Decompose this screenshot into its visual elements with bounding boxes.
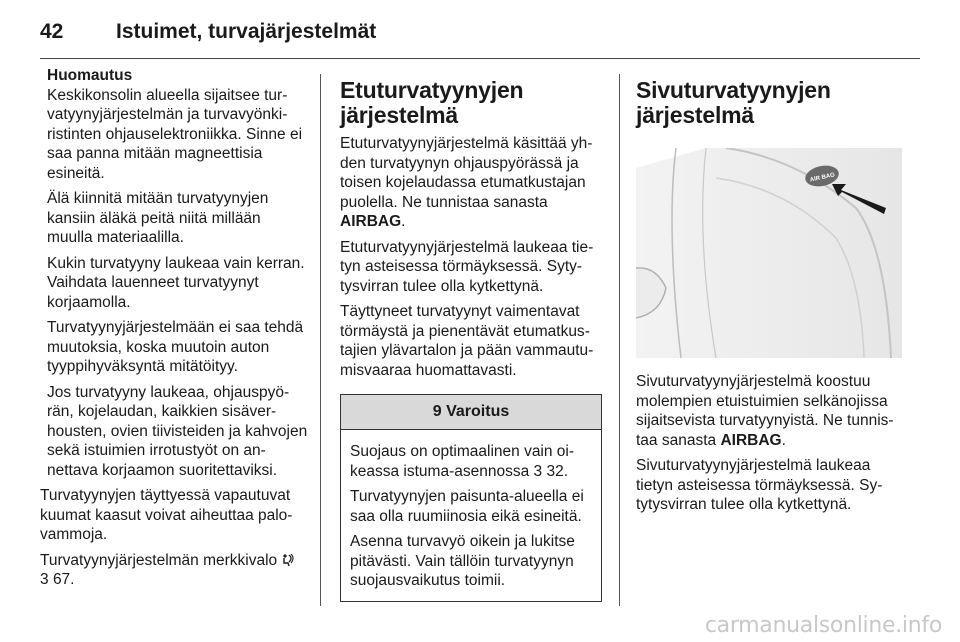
warning-box (340, 394, 602, 602)
watermark: carmanualsonline.info (704, 613, 942, 638)
section-heading-side-airbag: Sivuturvatyynyjen järjestelmä (636, 77, 831, 128)
page-header (40, 16, 920, 54)
warning-header (341, 395, 601, 430)
warning-body (341, 430, 601, 601)
body-paragraph: Sivuturvatyynyjärjestelmä laukeaa tietyn asteisessa törmäyksessä. Sytytysvirran tulee olla kytkettynä. (636, 457, 883, 513)
body-text: Sivuturvatyynyjärjestelmä koostuu molempien etuistuimien selkänojissa sijaitsevista turvatyynyistä. Ne tunnistaa sanasta (636, 373, 894, 449)
warning-triangle-icon: 9 (432, 403, 442, 420)
note-paragraph: Jos turvatyyny laukeaa, ohjauspyörän, kojelaudan, kaikkien sisäverhousten, ovien tiivisteiden ja kahvojen sekä istuimien irrotustyöt on annettava korjaamon suoritettaviksi. (47, 383, 308, 479)
indicator-text: Turvatyynyjärjestelmän merkkivalo (40, 551, 278, 569)
page-ref-arrow-icon: 3 (40, 571, 49, 588)
note-paragraph: Turvatyynyjärjestelmään ei saa tehdä muutoksia, koska muutoin auton tyyppihyväksyntä mitätöityy. (47, 319, 304, 375)
page-title: Istuimet, turvajärjestelmät (116, 20, 377, 43)
note-paragraph: Älä kiinnitä mitään turvatyynyjen kansiin äläkä peitä niitä millään muulla materiaalilla. (47, 190, 269, 246)
airbag-keyword: AIRBAG (720, 431, 782, 449)
body-paragraph (340, 134, 602, 232)
body-paragraph: Turvatyynyjen täyttyessä vapautuvat kuumat kaasut voivat aiheuttaa palovammoja. (40, 487, 293, 543)
header-divider (40, 58, 920, 59)
note-paragraph: Kukin turvatyyny laukeaa vain kerran. Vaihdata lauenneet turvatyynyt korjaamolla. (47, 254, 305, 311)
punctuation: . (401, 213, 406, 230)
column-divider-2 (619, 74, 620, 606)
warning-paragraph (350, 442, 592, 481)
note-title: Huomautus (47, 67, 133, 84)
airbag-keyword: AIRBAG (340, 213, 402, 230)
seat-airbag-illustration (636, 148, 902, 358)
body-paragraph (40, 551, 308, 590)
body-paragraph (636, 372, 902, 450)
page-ref-link[interactable]: 32. (546, 462, 569, 480)
warning-paragraph: Turvatyynyjen paisunta-alueella ei saa olla ruumiinosia eikä esineitä. (350, 488, 584, 525)
airbag-label: AIR BAG (809, 172, 836, 184)
warning-text: Suojaus on optimaalinen vain oikeassa istuma-asennossa (350, 443, 575, 480)
column-middle (340, 66, 602, 602)
airbag-warning-icon (281, 552, 295, 568)
body-paragraph: Etuturvatyynyjärjestelmä laukeaa tietyn asteisessa törmäyksessä. Sytytysvirran tulee olla kytkettynä. (340, 238, 594, 295)
warning-title: Varoitus (446, 403, 510, 420)
section-heading-front-airbag: Etuturvatyynyjen järjestelmä (340, 77, 524, 128)
column-right (636, 66, 902, 521)
page-ref-arrow-icon: 3 (533, 462, 543, 480)
column-divider-1 (320, 74, 321, 606)
column-left (40, 66, 308, 596)
body-paragraph: Täyttyneet turvatyynyt vaimentavat törmäystä ja pienentävät etumatkustajien ylävartalon ja pään vammautumisvaaraa huomattavasti. (340, 303, 594, 379)
punctuation: . (781, 431, 786, 449)
body-text: Etuturvatyynyjärjestelmä käsittää yhden turvatyynyn ohjauspyörässä ja toisen kojelaudassa etumatkustajan puolella. Ne tunnistaa sanasta (340, 135, 593, 211)
warning-paragraph: Asenna turvavyö oikein ja lukitse pitävästi. Vain tällöin turvatyynyn suojausvaikutus toimii. (350, 533, 575, 589)
page-ref-link[interactable]: 67. (52, 571, 75, 588)
note-paragraph: Keskikonsolin alueella sijaitsee turvatyynyjärjestelmän ja turvavyönkiristinten ohjauselektroniikka. Sinne ei saa panna mitään magneettisia esineitä. (47, 86, 303, 182)
page-number: 42 (40, 20, 64, 43)
note-block (40, 66, 308, 480)
